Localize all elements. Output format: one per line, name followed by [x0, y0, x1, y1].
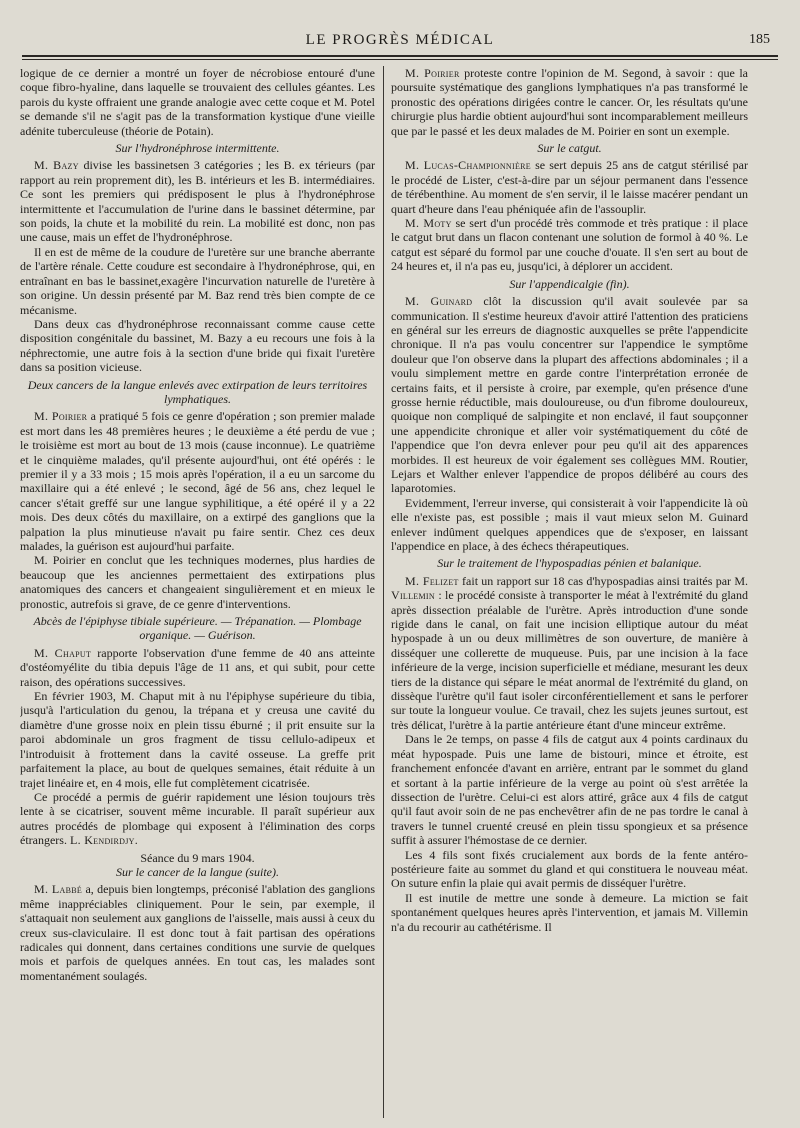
paragraph — [391, 216, 748, 274]
header-rule — [22, 55, 778, 57]
paragraph: Dans le 2e temps, on passe 4 fils de catgut aux 4 points cardinaux du méat hypospade. Puis une lame de bistouri, mince et étroite, est franchement enfoncée d'avant en arrière, entrant par le sommet du gland et sortant à la partie inférieure de la verge au point où s'est arrêtée la dissection de l'urètre. Celui-ci est alors attiré, grâce aux 4 fils de catgut qu'il faut avoir soin de ne pas enchevêtrer afin de ne pas tordre le canal à travers le tunnel cruenté creusé en plein tissu spongieux et sa présence suffit à assurer l'hémostase de ce dernier. — [391, 732, 748, 848]
paragraph — [20, 158, 375, 244]
paragraph-text: proteste contre l'opinion de M. Segond, à savoir : que la poursuite systématique des ganglions lymphatiques n'a pas transformé le pronostic des opérations dirigées contre le cancer. Or, les résultats qu'une chirurgie plus hardie obtient aujourd'hui sont incomparablement meilleurs que par le passé et les deux malades de M. Poirier en sont un exemple. — [391, 66, 748, 138]
paragraph — [391, 294, 748, 496]
paragraph — [20, 790, 375, 848]
speaker-name: M. Poirier — [405, 66, 460, 80]
section-heading: Sur l'hydronéphrose intermittente. — [115, 141, 280, 156]
section-heading: Sur le catgut. — [537, 141, 602, 156]
paragraph-text: : le procédé consiste à transporter le méat à l'extrémité du gland après dissection préalable de l'urètre. Après introduction d'une sonde rigide dans le canal, on fait une incision elliptique autour du méat hypospade à un ou deux millimètres de son ouverture, de manière à disséquer une collerette de muqueuse. Puis, par une incision à la face inférieure de la verge, incision superficielle et médiane, mesurant les deux tiers de la distance qui sépare le méat anormal de l'extrémité du gland, on dissèque l'urètre qu'il faut isoler circonférentiellement et sans le perforer sur toute la longueur voulue. Ce travail, chez les sujets jeunes surtout, est très délicat, l'urètre à la partie antérieure étant d'une minceur extrême. — [391, 588, 748, 732]
paragraph-text: Ce procédé a permis de guérir rapidement une lésion toujours très lente à se cicatriser, souvent même incurable. Il paraît supérieur aux autres procédés de plombage qui exposent à l'élimination des corps étrangers. — [20, 789, 375, 848]
paragraph: Il est inutile de mettre une sonde à demeure. La miction se fait spontanément quelques heures après l'intervention, et jamais M. Villemin n'a du recourir au cathétérisme. Il — [391, 890, 748, 934]
paragraph-text: se sert d'un procédé très commode et très pratique : il place le catgut brut dans un flacon contenant une solution de formol à 40 %. Le catgut est séparé du formol par une couche d'ouate. Il s'en sert au bout de 24 heures et, il n'a pas eu, jusqu'ici, à déplorer un accident. — [391, 216, 748, 274]
speaker-name: M. Guinard — [405, 294, 473, 309]
paragraph: Dans deux cas d'hydronéphrose reconnaissant comme cause cette disposition congénitale du bassinet, M. Bazy a eu recours une fois à la néphrectomie, une autre fois à la section d'une bride qui fixait l'uretère dans sa position vicieuse. — [20, 316, 375, 375]
session-heading: Séance du 9 mars 1904. — [140, 850, 255, 865]
paragraph: Il en est de même de la coudure de l'uretère sur une branche aberrante de l'artère rénale. Cette coudure est secondaire à l'hydronéphrose, qui, en entraînant en bas le bassinet,exagère l'incurvation naturelle de l'uretère à son origine. Un dessin présenté par M. Baz rend très bien compte de ce mécanisme. — [20, 244, 375, 317]
speaker-name: M. Labbé — [34, 882, 83, 897]
paragraph — [391, 158, 748, 216]
paragraph — [391, 574, 748, 732]
section-heading: Sur le traitement de l'hypospadias pénien et balanique. — [437, 556, 702, 571]
page-number: 185 — [749, 32, 770, 47]
page-header — [22, 30, 778, 52]
speaker-name: Villemin — [391, 588, 435, 603]
speaker-name: M. Poirier — [34, 409, 88, 424]
paragraph-text: a pratiqué 5 fois ce genre d'opération ; son premier malade est mort dans les 48 premières heures ; le deuxième a été perdu de vue ; le troisième est mort au bout de 13 mois (cause inconnue). Le quatrième et le cinquième malades, qu'il présente aujourd'hui, ont été opérés : le premier il y a 33 mois ; 15 mois après l'opération, il a eu un sarcome du maxillaire qui a été enlevé ; le second, âgé de 56 ans, chez lequel le cancer s'était greffé sur une langue syphilitique, a été opéré il y a 22 mois. Des deux côtés du maxillaire, on a extirpé des ganglions que la palpation la plus minutieuse n'avait pu faire sentir. Chez ces deux malades, la guérison est aujourd'hui parfaite. — [20, 409, 375, 553]
paragraph-text: se sert depuis 25 ans de catgut stérilisé par le procédé de Lister, c'est-à-dire par un séjour permanent dans l'essence de térébenthine. Au moment de s'en servir, il le laisse macérer pendant un quart d'heure dans l'eau phéniquée afin de l'assouplir. — [391, 158, 748, 216]
section-heading: Deux cancers de la langue enlevés avec extirpation de leurs territoires lymphatiques. — [27, 377, 368, 406]
paragraph-text: a, depuis bien longtemps, préconisé l'ablation des ganglions même inappréciables cliniquement. Pour le sein, par exemple, il s'attaquait non seulement aux ganglions de l'aisselle, mais aussi à ceux du creux sus-claviculaire. Il est donc tout à fait partisan des opérations radicales qui donnent, dans certaines conditions une survie de quelques mois et parfois de quelques années. En tout cas, les malades sont momentanément soulagés. — [20, 882, 375, 983]
right-column — [391, 66, 748, 1128]
author-signature: L. Kendirdjy. — [69, 833, 138, 848]
speaker-name: M. Bazy — [34, 158, 79, 173]
journal-title: LE PROGRÈS MÉDICAL — [305, 32, 495, 48]
column-divider — [383, 66, 384, 1118]
section-heading: Sur le cancer de la langue (suite). — [116, 864, 279, 879]
paragraph-text: clôt la discussion qu'il avait soulevée par sa communication. Il s'estime heureux d'avoir attiré l'attention des praticiens en général sur les erreurs de diagnostic auxquelles se prête l'appendicite chronique. Il n'a pas voulu concentrer sur l'appendice le symptôme douleur que l'on observe dans la plupart des affections abdominales ; il a voulu simplement mettre en garde contre l'interprétation erronée de certains faits, et il persiste à croire, par exemple, qu'en présence d'une grosse hernie réductible, mais douloureuse, ou d'un fibrome douloureux, quoique non compliqué de salpingite et non enclavé, il faut soupçonner une appendicite chronique et aller voir systématiquement du côté de l'appendice que l'on devra enlever pour peu qu'il ait des apparences morbides. Il est heureux de voir également ses collègues MM. Routier, Lejars et Walther enlever l'appendice de propos délibéré au cours des laparotomies. — [391, 294, 748, 496]
paragraph: Evidemment, l'erreur inverse, qui consisterait à voir l'appendicite là où elle n'existe pas, est possible ; mais il vaut mieux selon M. Guinard enlever indûment quelques appendices que de s'exposer, en laissant l'appendice en place, à des échecs thérapeutiques. — [391, 495, 748, 553]
paragraph — [20, 646, 375, 689]
section-heading: Abcès de l'épiphyse tibiale supérieure. — Trépanation. — Plombage organique. — Guérison. — [33, 614, 362, 643]
speaker-name: M. Felizet — [405, 573, 459, 588]
header-rule-thin — [22, 59, 778, 60]
speaker-name: M. Chaput — [34, 645, 92, 660]
paragraph — [20, 882, 375, 983]
speaker-name: M. Lucas-Championnière — [405, 158, 531, 173]
paragraph — [20, 409, 375, 553]
paragraph-text: fait un rapport sur 18 cas d'hypospadias ainsi traités par M. — [462, 573, 748, 588]
paragraph-text: rapporte l'observation d'une femme de 40 ans atteinte d'ostéomyélite du tibia depuis l'âge de 11 ans, et qui subit, pour cette raison, des opérations successives. — [20, 645, 375, 689]
paragraph: Les 4 fils sont fixés crucialement aux bords de la fente antéro-postérieure faite au sommet du gland et qui constituera le nouveau méat. On suture enfin la plaie qui avait permis de disséquer l'urètre. — [391, 847, 748, 891]
left-column — [20, 66, 375, 1128]
paragraph: En février 1903, M. Chaput mit à nu l'épiphyse supérieure du tibia, jusqu'à l'articulation du genou, la trépana et y creusa une cavité du diamètre d'une grosse noix en plein tissu éburné ; il prit ensuite sur la paroi abdominale un gros fragment de tissu cellulo-adipeux et l'introduisit à frottement dans la cavité osseuse. La greffe prit parfaitement la place, au bout de quelques semaines, était réduite à un trajet linéaire et, en 4 mois, elle fut complètement cicatrisée. — [20, 689, 375, 790]
paragraph: logique de ce dernier a montré un foyer de nécrobiose entouré d'une coque fibro-hyaline, dans laquelle se trouvaient des cellules géantes. Les parois du kyste offraient une grande analogie avec cette coque et M. Potel se demande s'il ne s'agit pas de la transformation kystique d'une vieille adénite tuberculeuse (théorie de Potain). — [20, 66, 375, 138]
paragraph: M. Poirier en conclut que les techniques modernes, plus hardies de beaucoup que les anciennes permettaient des extirpations plus anatomiques des cancers et changeaient singulièrement et en mieux le pronostic, autrefois si grave, de ce genre d'interventions. — [20, 553, 375, 611]
section-heading: Sur l'appendicalgie (fin). — [509, 276, 630, 291]
speaker-name: M. Moty — [405, 216, 452, 231]
paragraph — [391, 66, 748, 138]
paragraph-text: divise les bassinetsen 3 catégories ; les B. ex térieurs (par rapport au rein proprement dit), les B. intérieurs et les B. intermédiaires. Ce sont les premiers qui prédisposent le plus à l'hydronéphrose intermittente et l'accumulation de l'urine dans le bassinet détermine, par son poids, la chute et la mobilité du rein. La mobilité est donc, non pas une cause, mais un effet de l'hydronéphrose. — [20, 158, 375, 245]
